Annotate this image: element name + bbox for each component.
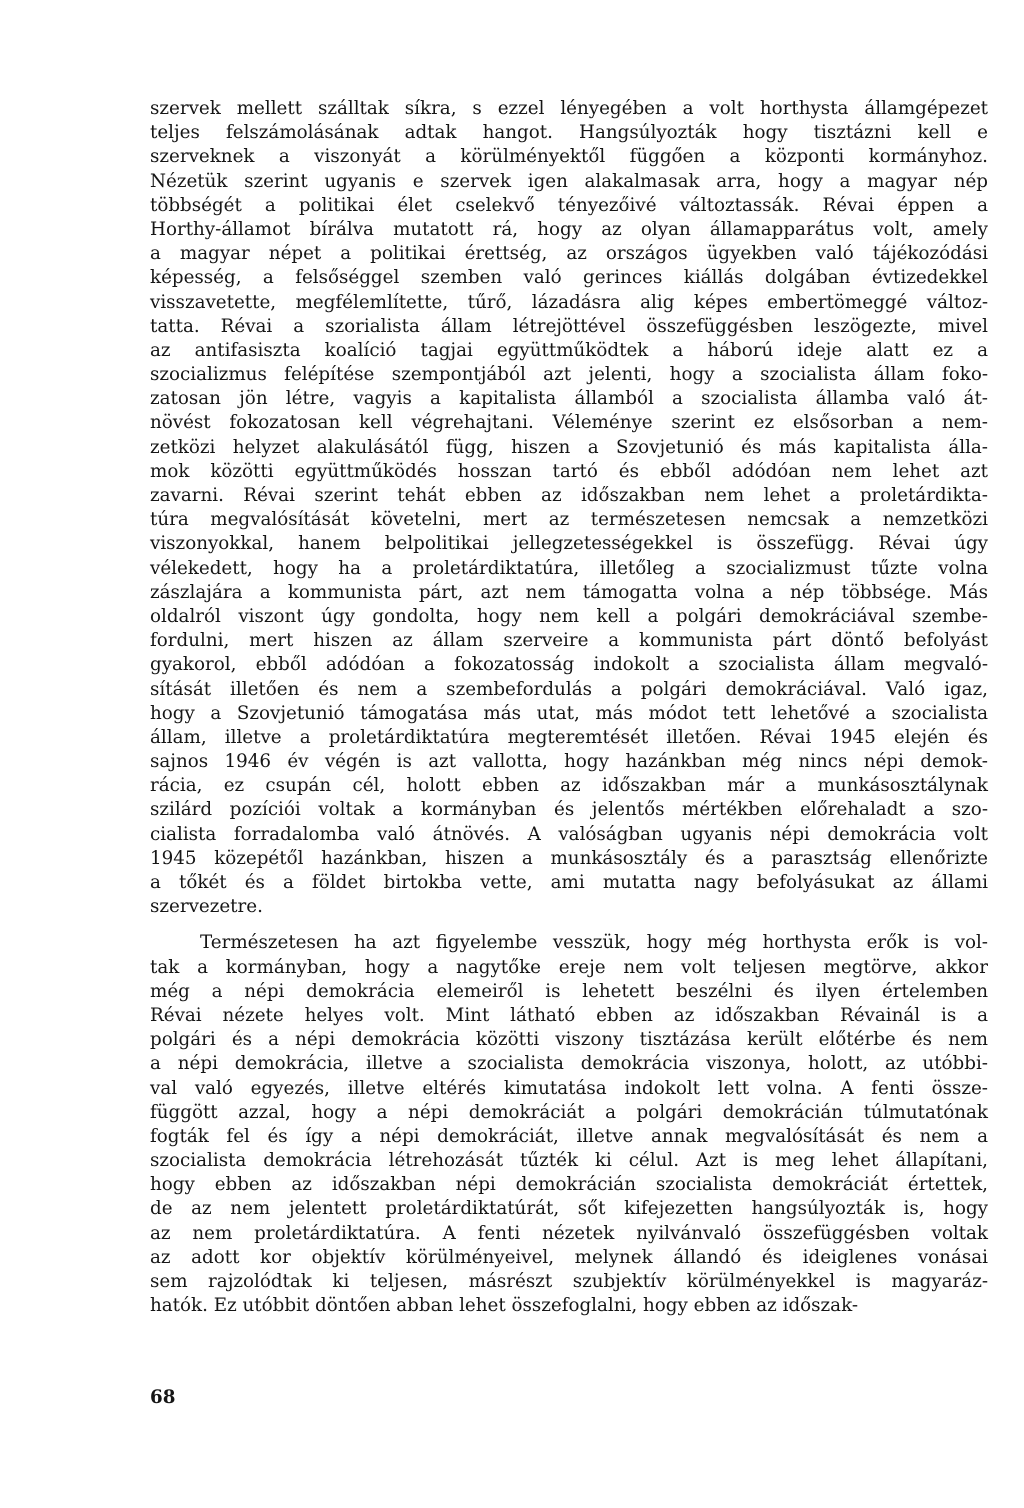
- text-line: mok közötti együttműködés hosszan tartó és ebből adódóan nem lehet azt: [150, 460, 988, 482]
- text-line: polgári és a népi demokrácia közötti viszony tisztázása került előtérbe és nem: [150, 1029, 988, 1051]
- text-line: oldalról viszont úgy gondolta, hogy nem kell a polgári demokráciával szembe-: [150, 605, 988, 627]
- text-line: növést fokozatosan kell végrehajtani. Véleménye szerint ez elsősorban a nem-: [150, 412, 988, 434]
- text-line: tatta. Révai a szorialista állam létrejöttével összefüggésben leszögezte, mivel: [150, 315, 988, 337]
- text-line: rácia, ez csupán cél, holott ebben az időszakban már a munkásosztálynak: [150, 775, 988, 797]
- text-line: sem rajzolódtak ki teljesen, másrészt szubjektív körülményekkel is magyaráz-: [150, 1271, 988, 1292]
- text-line: vélekedett, hogy ha a proletárdiktatúra, illetőleg a szocializmust tűzte volna: [150, 557, 988, 579]
- text-line: fogták fel és így a népi demokráciát, illetve annak megvalósítását és nem a: [150, 1125, 988, 1147]
- text-line: még a népi demokrácia elemeiről is lehetett beszélni és ilyen értelemben: [150, 980, 988, 1002]
- text-line: visszavetette, megfélemlítette, tűrő, lázadásra alig képes embertömeggé változ-: [150, 291, 988, 313]
- text-line: szervek mellett szálltak síkra, s ezzel lényegében a volt horthysta államgépezet: [150, 98, 988, 119]
- text-line: sítását illetően és nem a szembefordulás a polgári demokráciával. Való igaz,: [150, 678, 988, 700]
- text-line: Horthy-államot bírálva mutatott rá, hogy az olyan államapparátus volt, amely: [150, 218, 988, 240]
- text-line: tak a kormányban, hogy a nagytőke ereje nem volt teljesen megtörve, akkor: [150, 956, 988, 978]
- text-line: a magyar népet a politikai érettség, az országos ügyekben való tájékozódási: [150, 243, 988, 265]
- text-line: zavarni. Révai szerint tehát ebben az időszakban nem lehet a proletárdikta-: [150, 485, 988, 506]
- text-line: többségét a politikai élet cselekvő tényezőivé változtassák. Révai éppen a: [150, 194, 988, 216]
- text-line: gyakorol, ebből adódóan a fokozatosság indokolt a szocialista állam megvaló-: [150, 654, 988, 676]
- text-line: teljes felszámolásának adtak hangot. Hangsúlyozták hogy tisztázni kell e: [150, 122, 988, 144]
- text-line: az nem proletárdiktatúra. A fenti nézetek nyilvánvaló összefüggésben voltak: [150, 1222, 988, 1244]
- text-line: viszonyokkal, hanem belpolitikai jellegzetességekkel is összefügg. Révai úgy: [150, 533, 988, 555]
- text-line: szervezetre.: [150, 896, 263, 918]
- text-line: cialista forradalomba való átnövés. A valóságban ugyanis népi demokrácia volt: [150, 823, 988, 845]
- text-line: zetközi helyzet alakulásától függ, hiszen a Szovjetunió és más kapitalista álla-: [150, 436, 988, 458]
- text-line: Révai nézete helyes volt. Mint látható ebben az időszakban Révainál is a: [150, 1004, 988, 1026]
- text-line: hogy a Szovjetunió támogatása más utat, más módot tett lehetővé a szocialista: [150, 702, 988, 724]
- text-line: az adott kor objektív körülményeivel, melynek állandó és ideiglenes vonásai: [150, 1246, 988, 1268]
- paragraph: [150, 931, 988, 1318]
- body-text: [150, 97, 988, 1318]
- paragraph-gap: [150, 919, 988, 931]
- text-line: szilárd pozíciói voltak a kormányban és jelentős mértékben előrehaladt a szo-: [150, 799, 988, 821]
- text-line: állam, illetve a proletárdiktatúra megteremtését illetően. Révai 1945 elején és: [150, 726, 988, 748]
- text-line: túra megvalósítását követelni, mert az természetesen nemcsak a nemzetközi: [150, 509, 988, 531]
- text-line: val való egyezés, illetve eltérés kimutatása indokolt lett volna. A fenti össze-: [150, 1077, 988, 1099]
- text-line: sajnos 1946 év végén is azt vallotta, hogy hazánkban még nincs népi demok-: [150, 751, 988, 773]
- text-line: Nézetük szerint ugyanis e szervek igen alakalmasak arra, hogy a magyar nép: [150, 170, 988, 192]
- text-line: fordulni, mert hiszen az állam szerveire a kommunista párt döntő befolyást: [150, 630, 988, 652]
- text-line: 1945 közepétől hazánkban, hiszen a munkásosztály és a parasztság ellenőrizte: [150, 847, 988, 869]
- text-line: hogy ebben az időszakban népi demokrácián szocialista demokráciát értettek,: [150, 1174, 988, 1196]
- text-line: szocializmus felépítése szempontjából azt jelenti, hogy a szocialista állam foko-: [150, 364, 988, 386]
- text-line: az antifasiszta koalíció tagjai együttműködtek a háború ideje alatt ez a: [150, 339, 988, 361]
- text-line: hatók. Ez utóbbit döntően abban lehet összefoglalni, hogy ebben az időszak-: [150, 1295, 859, 1317]
- text-line: képesség, a felsőséggel szemben való gerinces kiállás dolgában évtizedekkel: [150, 267, 988, 289]
- text-line: a tőkét és a földet birtokba vette, ami mutatta nagy befolyásukat az állami: [150, 872, 988, 893]
- text-line: szocialista demokrácia létrehozását tűzték ki célul. Azt is meg lehet állapítani,: [150, 1150, 988, 1172]
- text-line: Természetesen ha azt figyelembe vesszük, hogy még horthysta erők is vol-: [200, 932, 988, 954]
- text-line: szerveknek a viszonyát a körülményektől függően a központi kormányhoz.: [150, 146, 988, 168]
- page-number: 68: [150, 1387, 176, 1408]
- text-line: de az nem jelentett proletárdiktatúrát, sőt kifejezetten hangsúlyozták is, hogy: [150, 1198, 988, 1220]
- text-line: zatosan jön létre, vagyis a kapitalista államból a szocialista államba való át-: [150, 388, 988, 410]
- text-line: függött azzal, hogy a népi demokráciát a polgári demokrácián túlmutatónak: [150, 1101, 988, 1123]
- text-line: zászlajára a kommunista párt, azt nem támogatta volna a nép többsége. Más: [150, 581, 988, 603]
- text-line: a népi demokrácia, illetve a szocialista demokrácia viszonya, holott, az utóbbi-: [150, 1053, 988, 1075]
- paragraph: [150, 97, 988, 919]
